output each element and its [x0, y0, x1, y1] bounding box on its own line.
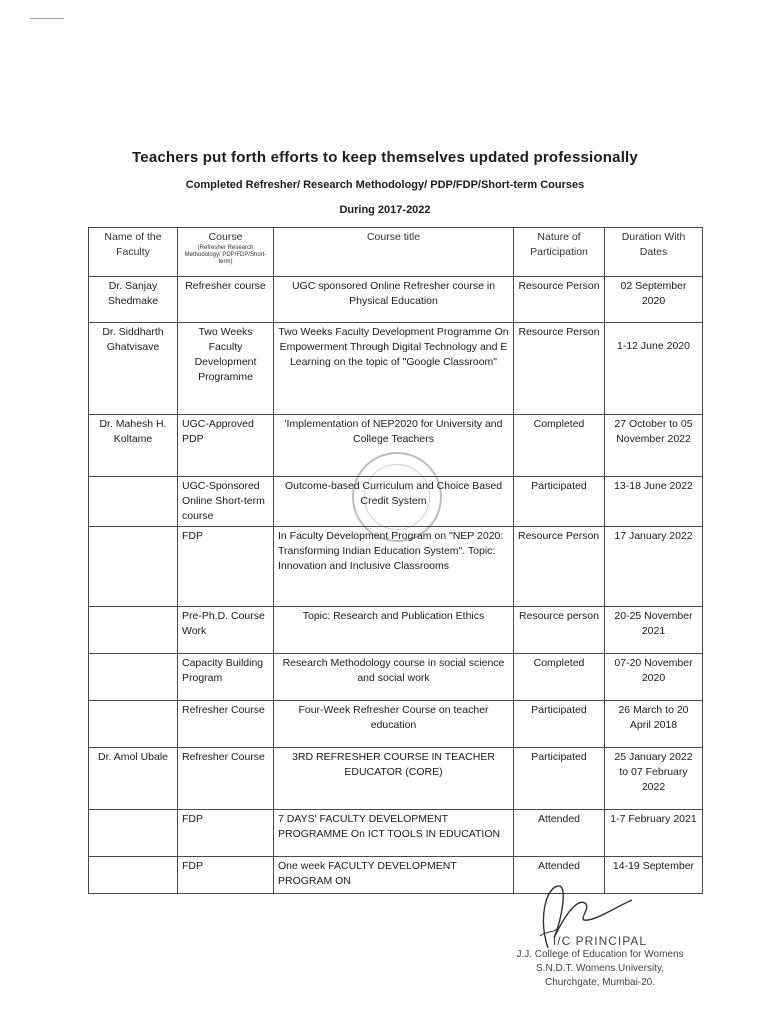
cell-duration: 1-7 February 2021: [605, 810, 703, 857]
signatory-line-1: J.J. College of Education for Womens: [516, 949, 684, 960]
header-course-note: (Refresher Research Methodology/ PDP/FDP/Short-term): [184, 245, 267, 265]
cell-course: Pre-Ph.D. Course Work: [178, 607, 274, 654]
cell-course: UGC-Approved PDP: [178, 415, 274, 477]
header-title: Course title: [274, 228, 514, 277]
cell-duration: 02 September 2020: [605, 277, 703, 323]
cell-name: [89, 527, 178, 607]
cell-title: One week FACULTY DEVELOPMENT PROGRAM ON: [274, 857, 514, 894]
cell-nature: Resource Person: [514, 277, 605, 323]
table-row: [89, 277, 703, 323]
header-nature: Nature of Participation: [514, 228, 605, 277]
cell-nature: Participated: [514, 701, 605, 748]
cell-course: Refresher Course: [178, 748, 274, 810]
cell-name: [89, 654, 178, 701]
header-duration: Duration With Dates: [605, 228, 703, 277]
cell-nature: Attended: [514, 857, 605, 894]
table-row: [89, 654, 703, 701]
table-row: [89, 701, 703, 748]
cell-name: Dr. Siddharth Ghatvisave: [89, 323, 178, 415]
page-title: Teachers put forth efforts to keep themselves updated professionally: [132, 149, 638, 166]
cell-duration: 26 March to 20 April 2018: [605, 701, 703, 748]
cell-title: 7 DAYS' FACULTY DEVELOPMENT PROGRAMME On ICT TOOLS IN EDUCATION: [274, 810, 514, 857]
cell-name: Dr. Mahesh H. Koltame: [89, 415, 178, 477]
cell-duration: 1-12 June 2020: [605, 323, 703, 415]
signatory-line-3: Churchgate, Mumbai-20.: [544, 977, 656, 988]
cell-title: Two Weeks Faculty Development Programme On Empowerment Through Digital Technology and E Learning on the topic of "Google Classroom": [274, 323, 514, 415]
signatory-line-2: S.N.D.T. Womens University,: [536, 963, 664, 974]
cell-duration: 25 January 2022 to 07 February 2022: [605, 748, 703, 810]
cell-duration: 07-20 November 2020: [605, 654, 703, 701]
scan-artifact-line: [30, 18, 64, 19]
table-row: [89, 810, 703, 857]
cell-duration: 20-25 November 2021: [605, 607, 703, 654]
cell-nature: Resource Person: [514, 527, 605, 607]
cell-course: Refresher Course: [178, 701, 274, 748]
cell-nature: Resource person: [514, 607, 605, 654]
cell-duration: 27 October to 05 November 2022: [605, 415, 703, 477]
college-seal-stamp: [352, 452, 442, 542]
cell-title: Research Methodology course in social science and social work: [274, 654, 514, 701]
cell-title: Outcome-based Curriculum and Choice Based Credit System: [274, 477, 514, 527]
cell-course: Capacity Building Program: [178, 654, 274, 701]
cell-name: Dr. Amol Ubale: [89, 748, 178, 810]
table-header-row: [89, 228, 703, 277]
cell-course: Two Weeks Faculty Development Programme: [178, 323, 274, 415]
cell-course: Refresher course: [178, 277, 274, 323]
cell-course: UGC-Sponsored Online Short-term course: [178, 477, 274, 527]
cell-name: Dr. Sanjay Shedmake: [89, 277, 178, 323]
cell-title: UGC sponsored Online Refresher course in Physical Education: [274, 277, 514, 323]
cell-title: In Faculty Development Program on "NEP 2020: Transforming Indian Education System". Topic: Innovation and Inclusive Classrooms: [274, 527, 514, 607]
page-subtitle: Completed Refresher/ Research Methodology/ PDP/FDP/Short-term Courses: [185, 179, 585, 191]
cell-title: 'Implementation of NEP2020 for University and College Teachers: [274, 415, 514, 477]
cell-nature: Attended: [514, 810, 605, 857]
header-course: Course (Refresher Research Methodology/ PDP/FDP/Short-term): [178, 228, 274, 277]
cell-title: 3RD REFRESHER COURSE IN TEACHER EDUCATOR (CORE): [274, 748, 514, 810]
cell-nature: Completed: [514, 654, 605, 701]
table-row: [89, 323, 703, 415]
cell-duration: 14-19 September: [605, 857, 703, 894]
signature-block: [470, 934, 730, 990]
cell-nature: Resource Person: [514, 323, 605, 415]
header-name: Name of the Faculty: [89, 228, 178, 277]
cell-duration: 17 January 2022: [605, 527, 703, 607]
cell-name: [89, 857, 178, 894]
cell-duration: 13-18 June 2022: [605, 477, 703, 527]
cell-title: Four-Week Refresher Course on teacher education: [274, 701, 514, 748]
cell-title: Topic: Research and Publication Ethics: [274, 607, 514, 654]
cell-nature: Completed: [514, 415, 605, 477]
cell-name: [89, 701, 178, 748]
courses-table: [88, 227, 703, 894]
cell-nature: Participated: [514, 477, 605, 527]
cell-nature: Participated: [514, 748, 605, 810]
cell-course: FDP: [178, 810, 274, 857]
cell-name: [89, 810, 178, 857]
cell-course: FDP: [178, 527, 274, 607]
signatory-role: I/C PRINCIPAL: [552, 934, 648, 948]
table-row: [89, 607, 703, 654]
page-period: During 2017-2022: [339, 204, 431, 216]
cell-course: FDP: [178, 857, 274, 894]
table-row: [89, 748, 703, 810]
cell-name: [89, 477, 178, 527]
cell-name: [89, 607, 178, 654]
